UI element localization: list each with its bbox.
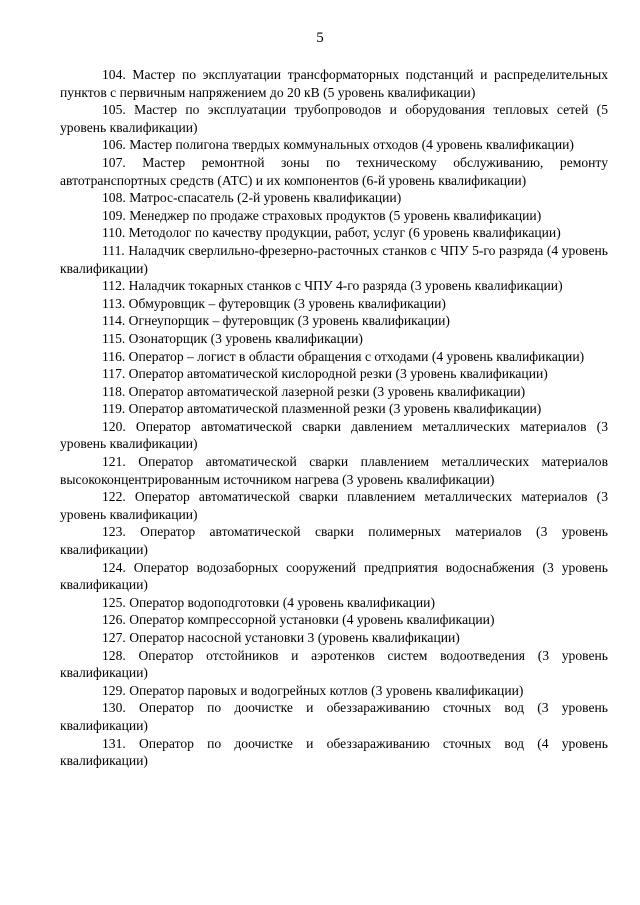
list-item: 129. Оператор паровых и водогрейных котлов (3 уровень квалификации) <box>102 682 524 698</box>
list-item: 109. Менеджер по продаже страховых продуктов (5 уровень квалификации) <box>102 207 542 223</box>
list-item: 106. Мастер полигона твердых коммунальных отходов (4 уровень квалификации) <box>102 137 574 153</box>
list-item: 120. Оператор автоматической сварки давлением металлических материалов (3 уровень квалификации) <box>60 418 608 452</box>
document-body <box>60 66 608 770</box>
list-item: 104. Мастер по эксплуатации трансформаторных подстанций и распределительных пунктов с первичным напряжением до 20 кВ (5 уровень квалификации) <box>60 67 608 100</box>
list-item: 128. Оператор отстойников и аэротенков систем водоотведения (3 уровень квалификации) <box>60 647 608 681</box>
list-item: 110. Методолог по качеству продукции, работ, услуг (6 уровень квалификации) <box>102 225 561 241</box>
list-item: 126. Оператор компрессорной установки (4 уровень квалификации) <box>102 612 495 628</box>
list-item: 130. Оператор по доочистке и обеззараживанию сточных вод (3 уровень квалификации) <box>60 700 608 733</box>
list-item: 116. Оператор – логист в области обращения с отходами (4 уровень квалификации) <box>102 348 585 364</box>
list-item: 117. Оператор автоматической кислородной резки (3 уровень квалификации) <box>102 366 548 382</box>
list-item: 118. Оператор автоматической лазерной резки (3 уровень квалификации) <box>102 383 526 399</box>
list-item: 121. Оператор автоматической сварки плавлением металлических материалов высококонцентрированным источником нагрева (3 уровень квалификации) <box>60 454 608 487</box>
list-item: 124. Оператор водозаборных сооружений предприятия водоснабжения (3 уровень квалификации) <box>60 559 608 593</box>
list-item: 127. Оператор насосной установки 3 (уровень квалификации) <box>102 630 460 645</box>
list-item: 107. Мастер ремонтной зоны по техническому обслуживанию, ремонту автотранспортных средств (АТС) и их компонентов (6-й уровень квалификации) <box>60 154 608 188</box>
list-item: 111. Наладчик сверлильно-фрезерно-расточных станков с ЧПУ 5-го разряда (4 уровень квалификации) <box>60 242 608 276</box>
list-item: 112. Наладчик токарных станков с ЧПУ 4-го разряда (3 уровень квалификации) <box>102 278 563 294</box>
page-number: 5 <box>316 30 324 46</box>
list-item: 123. Оператор автоматической сварки полимерных материалов (3 уровень квалификации) <box>60 524 608 558</box>
list-item: 131. Оператор по доочистке и обеззараживанию сточных вод (4 уровень квалификации) <box>60 735 608 769</box>
list-item: 113. Обмуровщик – футеровщик (3 уровень квалификации) <box>102 295 446 311</box>
list-item: 125. Оператор водоподготовки (4 уровень квалификации) <box>102 594 435 610</box>
list-item: 122. Оператор автоматической сварки плавлением металлических материалов (3 уровень квалификации) <box>60 489 608 522</box>
list-item: 114. Огнеупорщик – футеровщик (3 уровень квалификации) <box>102 313 450 329</box>
list-item: 108. Матрос-спасатель (2-й уровень квалификации) <box>102 190 402 206</box>
list-item: 119. Оператор автоматической плазменной резки (3 уровень квалификации) <box>102 401 542 417</box>
list-item: 115. Озонаторщик (3 уровень квалификации) <box>102 330 363 346</box>
list-item: 105. Мастер по эксплуатации трубопроводов и оборудования тепловых сетей (5 уровень квалификации) <box>60 102 608 135</box>
